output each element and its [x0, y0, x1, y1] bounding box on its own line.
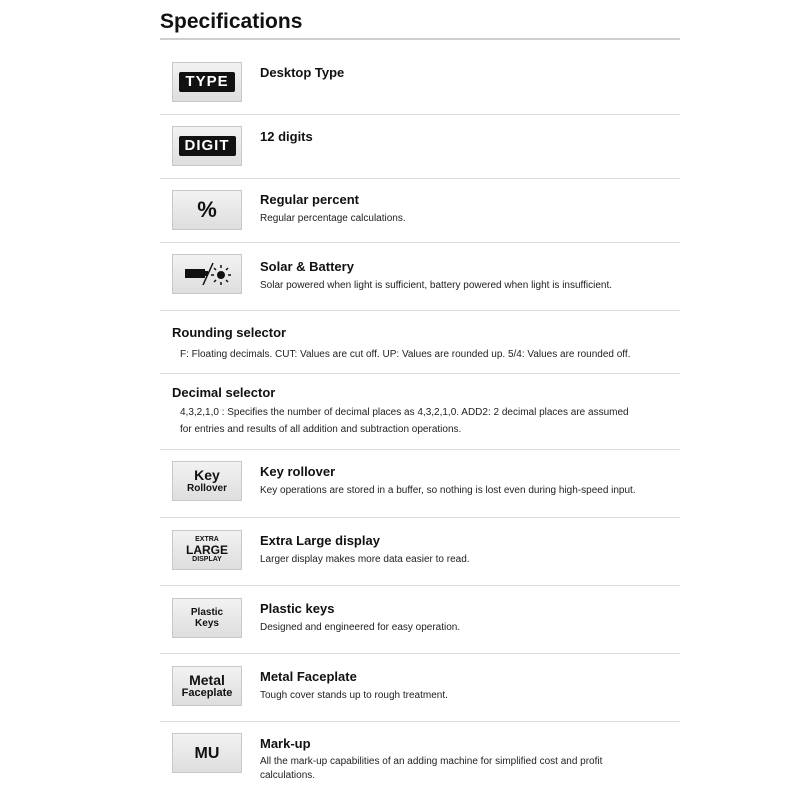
spec-row-rounding-selector: [160, 311, 680, 374]
spec-title: Metal Faceplate: [260, 669, 357, 684]
page-title: Specifications: [160, 0, 680, 40]
type-badge-icon: TYPE: [172, 62, 242, 102]
spec-row-metal-faceplate: [160, 654, 680, 722]
spec-row-key-rollover: [160, 450, 680, 518]
spec-title: Regular percent: [260, 192, 359, 207]
spec-title: 12 digits: [260, 129, 313, 144]
spec-title: Desktop Type: [260, 65, 345, 80]
spec-row-type: [160, 40, 680, 115]
spec-description: Tough cover stands up to rough treatment.: [260, 690, 448, 701]
plastic-keys-icon: Plastic Keys: [172, 598, 242, 638]
spec-title: Extra Large display: [260, 533, 380, 548]
spec-title: Plastic keys: [260, 601, 335, 616]
solar-battery-graphic: [179, 260, 235, 288]
spec-description: Regular percentage calculations.: [260, 213, 406, 224]
spec-description: Key operations are stored in a buffer, so nothing is lost even during high-speed input.: [260, 485, 636, 496]
metal-faceplate-icon: Metal Faceplate: [172, 666, 242, 706]
spec-title: Rounding selector: [172, 325, 287, 340]
spec-description: All the mark-up capabilities of an adding machine for simplified cost and profit calculations.: [260, 756, 603, 781]
spec-title: Solar & Battery: [260, 259, 354, 274]
spec-row-extra-large-display: [160, 518, 680, 586]
spec-row-plastic-keys: [160, 586, 680, 654]
solar-battery-icon: [172, 254, 242, 294]
spec-row-digit: [160, 115, 680, 179]
specifications-section: [160, 0, 680, 792]
digit-badge-icon: DIGIT: [172, 126, 242, 166]
mu-badge-icon: MU: [172, 733, 242, 773]
spec-row-percent: [160, 179, 680, 243]
extra-large-display-icon: EXTRA LARGE DISPLAY: [172, 530, 242, 570]
spec-description: Designed and engineered for easy operation.: [260, 622, 461, 633]
percent-icon: %: [172, 190, 242, 230]
spec-title: Key rollover: [260, 464, 336, 479]
spec-description: Larger display makes more data easier to read.: [260, 554, 470, 565]
spec-description: F: Floating decimals. CUT: Values are cut off. UP: Values are rounded up. 5/4: Values are rounded off.: [180, 349, 631, 360]
spec-title: Decimal selector: [172, 385, 276, 400]
spec-row-decimal-selector: [160, 374, 680, 450]
key-rollover-icon: Key Rollover: [172, 461, 242, 501]
spec-row-solar-battery: [160, 243, 680, 311]
spec-title: Mark-up: [260, 736, 311, 751]
spec-description: Solar powered when light is sufficient, battery powered when light is insufficient.: [260, 280, 613, 291]
spec-row-mark-up: [160, 722, 680, 792]
spec-description: 4,3,2,1,0 : Specifies the number of decimal places as 4,3,2,1,0. ADD2: 2 decimal places are assumed for entries and results of all addition and subtraction operations.: [180, 407, 629, 435]
